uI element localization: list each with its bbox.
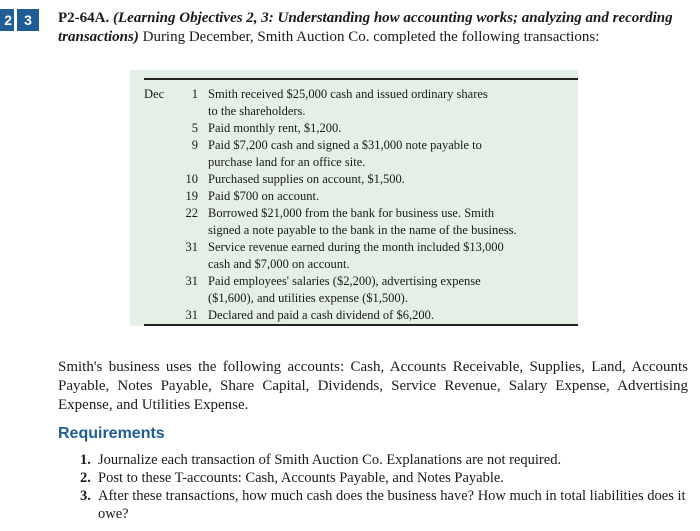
requirement-number: 3. bbox=[80, 488, 91, 504]
transactions-box bbox=[130, 70, 578, 326]
transaction-row bbox=[144, 188, 574, 205]
transaction-row bbox=[144, 137, 574, 154]
accounts-paragraph: Smith's business uses the following accounts: Cash, Accounts Receivable, Supplies, Land, Accounts Payable, Notes Payable, Share Capital, Dividends, Service Revenue, Salary Expense, Advertising Expense, and Utilities Expense. bbox=[58, 359, 688, 413]
box-top-rule bbox=[144, 78, 578, 80]
transactions-list bbox=[144, 86, 574, 324]
transaction-text: Paid $700 on account. bbox=[208, 189, 320, 203]
transaction-text: Smith received $25,000 cash and issued ordinary shares bbox=[208, 87, 488, 101]
transaction-day: 10 bbox=[185, 172, 198, 186]
transaction-text: Service revenue earned during the month included $13,000 bbox=[208, 240, 504, 254]
transaction-month bbox=[144, 239, 178, 256]
transaction-text: purchase land for an office site. bbox=[208, 155, 366, 169]
transaction-row bbox=[144, 154, 574, 171]
transaction-text: Borrowed $21,000 from the bank for business use. Smith bbox=[208, 206, 495, 220]
requirement-text: Post to these T-accounts: Cash, Accounts Payable, and Notes Payable. bbox=[98, 470, 504, 486]
requirement-number: 1. bbox=[80, 452, 91, 468]
transaction-row bbox=[144, 290, 574, 307]
transaction-text: ($1,600), and utilities expense ($1,500). bbox=[208, 291, 408, 305]
transaction-month: Dec bbox=[144, 87, 165, 101]
transaction-day: 31 bbox=[185, 240, 198, 254]
requirement-item bbox=[80, 469, 690, 487]
transaction-text: to the shareholders. bbox=[208, 104, 306, 118]
badge-left: 2 bbox=[0, 9, 14, 31]
requirements-title: Requirements bbox=[58, 425, 165, 442]
requirement-text: After these transactions, how much cash does the business have? How much in total liabilities does it owe? bbox=[98, 488, 686, 522]
transaction-day: 9 bbox=[191, 138, 198, 152]
transaction-month bbox=[144, 222, 178, 239]
problem-heading bbox=[58, 9, 688, 47]
transaction-row bbox=[144, 120, 574, 137]
transaction-row bbox=[144, 171, 574, 188]
badge-right: 3 bbox=[17, 9, 39, 31]
transaction-month bbox=[144, 273, 178, 290]
requirement-item bbox=[80, 451, 690, 469]
transaction-month bbox=[144, 290, 178, 307]
learning-objectives: (Learning Objectives 2, 3: Understanding how accounting works; analyzing and recording transactions) bbox=[58, 10, 673, 45]
transaction-day: 22 bbox=[185, 206, 198, 220]
transaction-row bbox=[144, 205, 574, 222]
requirement-item bbox=[80, 487, 690, 523]
transaction-row bbox=[144, 222, 574, 239]
transaction-day: 31 bbox=[185, 308, 198, 322]
transaction-day bbox=[178, 103, 198, 120]
transaction-day: 19 bbox=[185, 189, 198, 203]
transaction-text: Paid employees' salaries ($2,200), advertising expense bbox=[208, 274, 481, 288]
transaction-row bbox=[144, 103, 574, 120]
transaction-text: Purchased supplies on account, $1,500. bbox=[208, 172, 405, 186]
transaction-row bbox=[144, 256, 574, 273]
transaction-row bbox=[144, 86, 574, 103]
transaction-day bbox=[178, 154, 198, 171]
requirement-number: 2. bbox=[80, 470, 91, 486]
transaction-month bbox=[144, 205, 178, 222]
transaction-month bbox=[144, 137, 178, 154]
transaction-day: 5 bbox=[191, 121, 198, 135]
problem-number: P2-64A. bbox=[58, 10, 110, 26]
transaction-text: Paid monthly rent, $1,200. bbox=[208, 121, 342, 135]
transaction-text: cash and $7,000 on account. bbox=[208, 257, 350, 271]
transaction-month bbox=[144, 154, 178, 171]
transaction-text: signed a note payable to the bank in the name of the business. bbox=[208, 223, 517, 237]
box-bottom-rule bbox=[144, 324, 578, 326]
transaction-day bbox=[178, 222, 198, 239]
problem-intro: During December, Smith Auction Co. completed the following transactions: bbox=[142, 29, 600, 45]
transaction-month bbox=[144, 307, 178, 324]
chapter-badges bbox=[0, 9, 39, 31]
transaction-month bbox=[144, 120, 178, 137]
transaction-month bbox=[144, 256, 178, 273]
transaction-day: 31 bbox=[185, 274, 198, 288]
transaction-text: Paid $7,200 cash and signed a $31,000 note payable to bbox=[208, 138, 482, 152]
requirement-text: Journalize each transaction of Smith Auction Co. Explanations are not required. bbox=[98, 452, 562, 468]
transaction-month bbox=[144, 103, 178, 120]
transaction-day: 1 bbox=[191, 87, 198, 101]
transaction-row bbox=[144, 273, 574, 290]
transaction-day bbox=[178, 256, 198, 273]
transaction-row bbox=[144, 239, 574, 256]
requirements-list bbox=[80, 451, 690, 523]
transaction-day bbox=[178, 290, 198, 307]
transaction-month bbox=[144, 188, 178, 205]
transaction-text: Declared and paid a cash dividend of $6,200. bbox=[208, 308, 434, 322]
transaction-month bbox=[144, 171, 178, 188]
transaction-row bbox=[144, 307, 574, 324]
